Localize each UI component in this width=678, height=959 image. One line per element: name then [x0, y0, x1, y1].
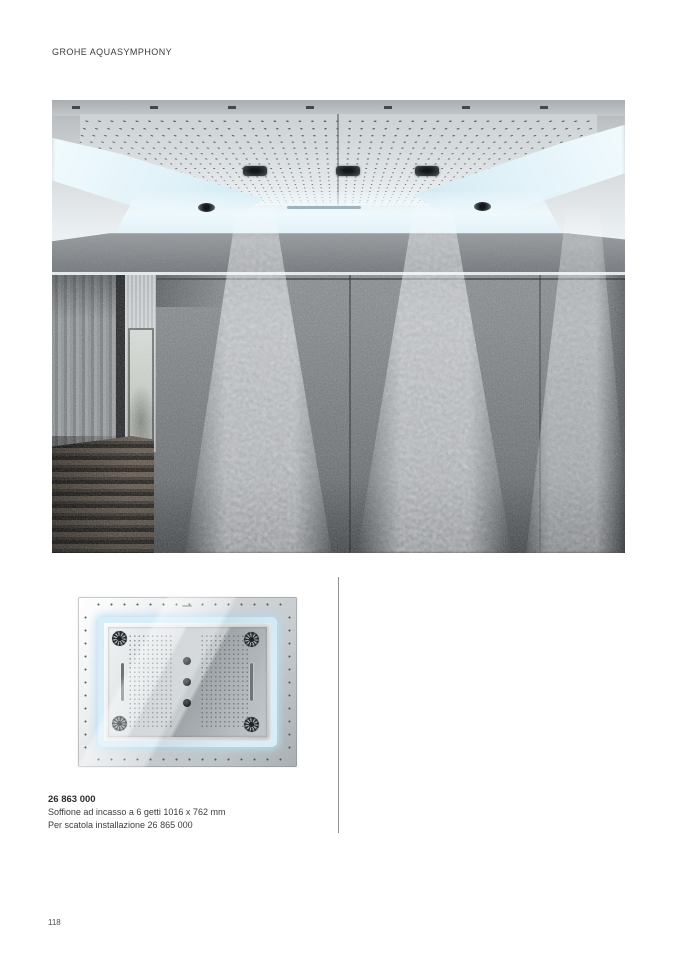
corner-rosette — [244, 717, 259, 732]
nozzle-field-right — [200, 634, 250, 730]
product-installation-note: Per scatola installazione 26 865 000 — [48, 820, 193, 830]
waterfall-slot-right — [250, 663, 253, 701]
perimeter-nozzles-right — [288, 611, 291, 753]
page-number: 118 — [48, 918, 61, 927]
rosette-hub — [117, 721, 122, 726]
product-thumbnail — [78, 597, 297, 767]
inner-spray-panel — [108, 627, 267, 737]
brand-header: GROHE AQUASYMPHONY — [52, 47, 173, 57]
perimeter-nozzles-top — [92, 603, 283, 606]
corner-rosette — [112, 716, 127, 731]
square-spray-jet — [415, 166, 439, 176]
corner-rosette — [244, 632, 259, 647]
product-description: Soffione ad incasso a 6 getti 1016 x 762 mm — [48, 807, 226, 817]
perimeter-nozzles-bottom — [92, 758, 283, 761]
waterfall-slot-left — [121, 663, 124, 701]
rosette-hub — [249, 637, 254, 642]
perimeter-nozzles-left — [84, 611, 87, 753]
rosette-hub — [249, 722, 254, 727]
ceiling-border-fixtures — [72, 106, 612, 109]
center-jet — [183, 678, 191, 686]
center-jet — [183, 699, 191, 707]
square-spray-jet — [243, 166, 267, 176]
square-spray-jet — [336, 166, 360, 176]
corner-rosette — [112, 631, 127, 646]
hero-photo — [52, 100, 625, 553]
product-info — [48, 793, 328, 832]
rosette-hub — [117, 636, 122, 641]
nozzle-field-left — [128, 634, 172, 730]
water-mist-layer — [52, 195, 625, 553]
column-divider — [338, 577, 339, 833]
product-sku: 26 863 000 — [48, 794, 96, 805]
center-jet — [183, 657, 191, 665]
